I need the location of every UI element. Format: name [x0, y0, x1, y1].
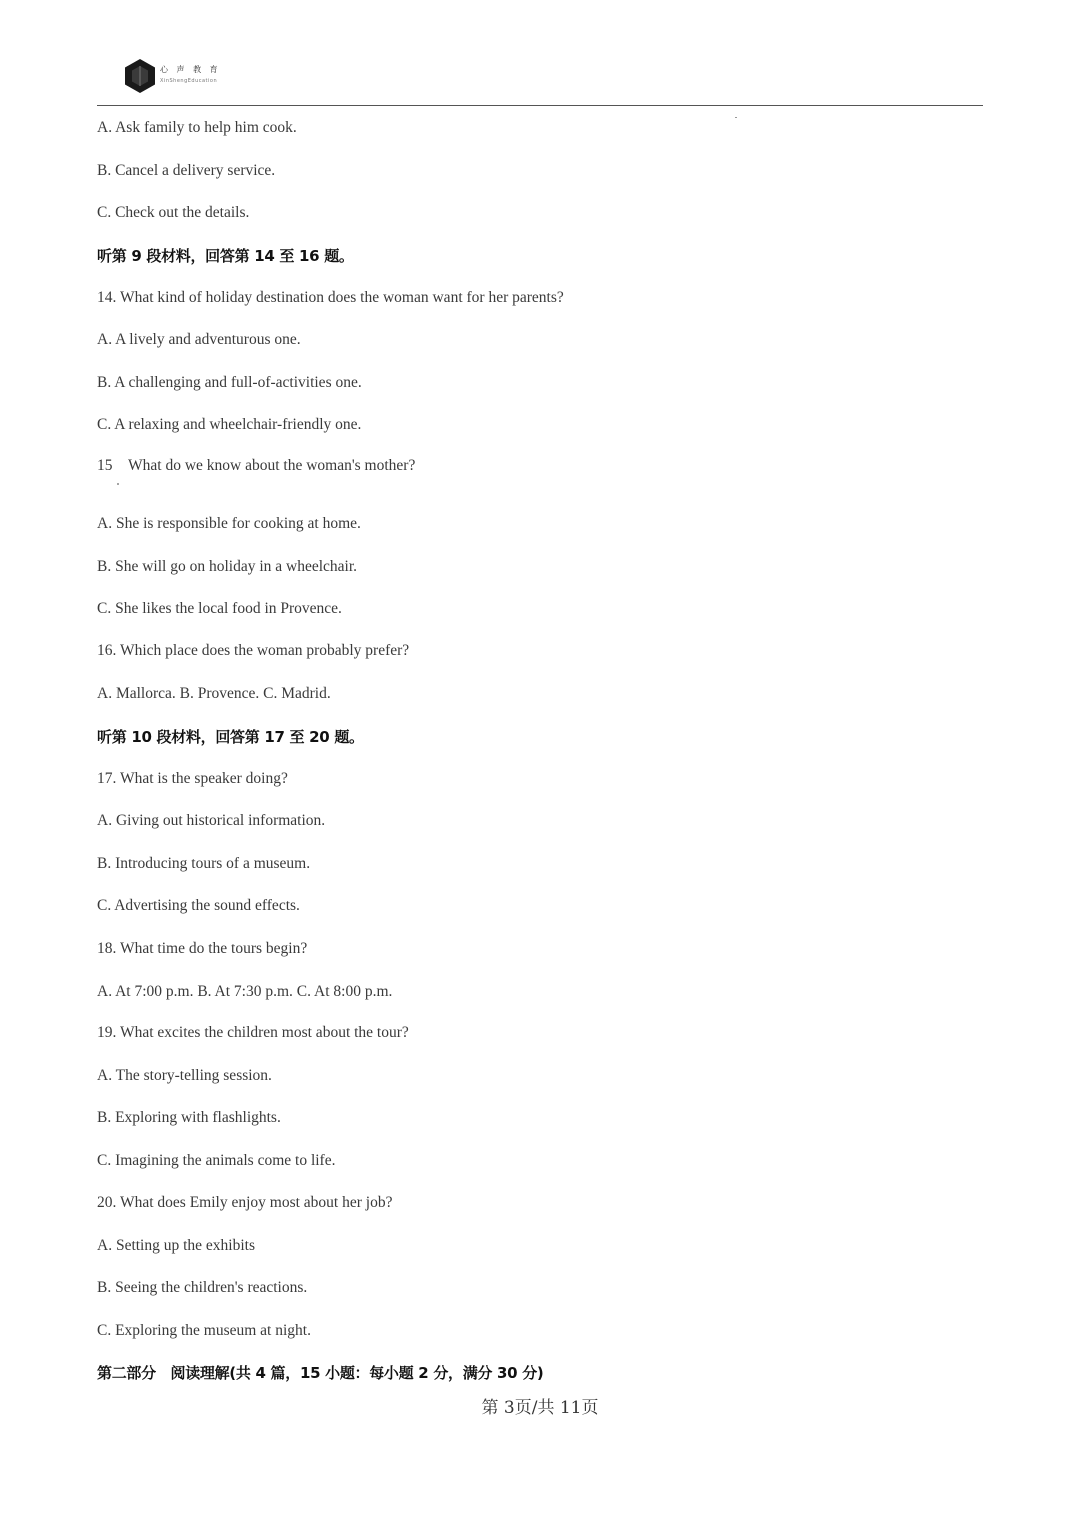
scan-speck: [735, 117, 737, 118]
option-13a: A. Ask family to help him cook.: [97, 119, 297, 136]
question-19: 19. What excites the children most about the tour?: [97, 1024, 409, 1041]
logo-text: 心 声 教 育: [160, 65, 221, 74]
option-20c: C. Exploring the museum at night.: [97, 1322, 311, 1339]
option-15a: A. She is responsible for cooking at home.: [97, 515, 361, 532]
option-14c: C. A relaxing and wheelchair-friendly one.: [97, 416, 362, 433]
option-13b: B. Cancel a delivery service.: [97, 162, 276, 179]
question-17: 17. What is the speaker doing?: [97, 770, 288, 787]
option-19c: C. Imagining the animals come to life.: [97, 1152, 336, 1169]
scan-speck: [117, 483, 119, 485]
question-18: 18. What time do the tours begin?: [97, 940, 308, 957]
option-13c: C. Check out the details.: [97, 204, 250, 221]
option-19a: A. The story-telling session.: [97, 1067, 272, 1084]
options-18: A. At 7:00 p.m. B. At 7:30 p.m. C. At 8:00 p.m.: [97, 983, 393, 1000]
section-heading-passage-9: 听第 9 段材料，回答第 14 至 16 题。: [97, 247, 354, 265]
option-17c: C. Advertising the sound effects.: [97, 897, 300, 914]
logo-icon: [124, 58, 156, 94]
option-14a: A. A lively and adventurous one.: [97, 331, 301, 348]
page-number: 第 3页/共 11页: [481, 1398, 599, 1418]
option-20b: B. Seeing the children's reactions.: [97, 1279, 308, 1296]
question-14: 14. What kind of holiday destination does the woman want for her parents?: [97, 289, 564, 306]
question-20: 20. What does Emily enjoy most about her job?: [97, 1194, 393, 1211]
options-16: A. Mallorca. B. Provence. C. Madrid.: [97, 685, 331, 702]
option-15b: B. She will go on holiday in a wheelchair.: [97, 558, 358, 575]
header-divider: [97, 105, 983, 106]
option-17a: A. Giving out historical information.: [97, 812, 326, 829]
option-17b: B. Introducing tours of a museum.: [97, 855, 311, 872]
option-15c: C. She likes the local food in Provence.: [97, 600, 342, 617]
option-14b: B. A challenging and full-of-activities one.: [97, 374, 362, 391]
option-20a: A. Setting up the exhibits: [97, 1237, 256, 1254]
logo-subtitle: XinShengEducation: [160, 78, 218, 84]
part-two-heading: 第二部分 阅读理解(共 4 篇，15 小题：每小题 2 分，满分 30 分): [97, 1364, 544, 1382]
option-19b: B. Exploring with flashlights.: [97, 1109, 281, 1126]
question-15: 15 What do we know about the woman's mother?: [97, 457, 416, 474]
question-16: 16. Which place does the woman probably prefer?: [97, 642, 410, 659]
section-heading-passage-10: 听第 10 段材料，回答第 17 至 20 题。: [97, 728, 364, 746]
